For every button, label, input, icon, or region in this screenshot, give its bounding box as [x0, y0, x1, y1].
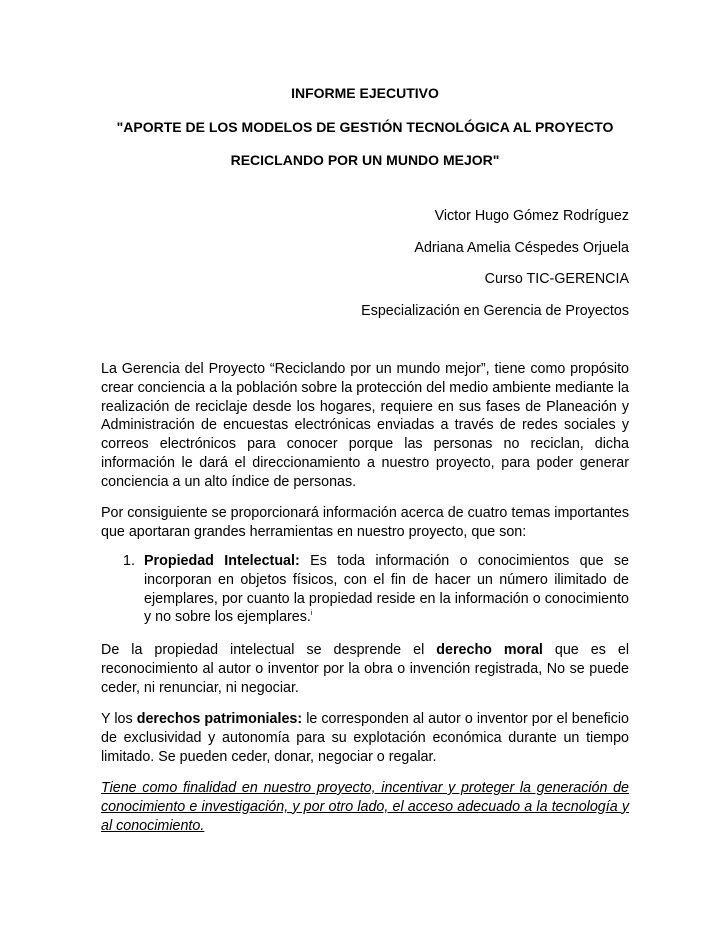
patrimonial-before-text: Y los: [101, 711, 137, 727]
moral-after-text: que es el reconocimiento al autor o inventor por la obra o invención registrada, No se puede ceder, ni renunciar, ni negociar.: [101, 642, 630, 696]
patrimonial-term: derechos patrimoniales:: [136, 711, 303, 727]
patrimonial-rights-paragraph: [101, 710, 629, 766]
purpose-paragraph: [101, 779, 629, 835]
list-item-text: Es toda información o conocimientos que se incorporan en objetos físicos, con el fin de hacer un número ilimitado de ejemplares, por cuanto la propiedad reside en la información o conocimiento y no sobre los ejemplares.: [144, 553, 629, 626]
moral-right-paragraph: [101, 641, 629, 697]
author-1: Victor Hugo Gómez Rodríguez: [434, 208, 629, 224]
list-item-propiedad-intelectual: [123, 552, 629, 627]
course-name: Curso TIC-GERENCIA: [484, 271, 629, 287]
program-name: Especialización en Gerencia de Proyectos: [361, 303, 629, 319]
report-title-line1: "APORTE DE LOS MODELOS DE GESTIÓN TECNOLÓGICA AL PROYECTO: [116, 119, 614, 135]
moral-before-text: De la propiedad intelectual se desprende el: [101, 642, 437, 658]
author-2: Adriana Amelia Céspedes Orjuela: [414, 240, 629, 256]
topics-intro-paragraph: Por consiguiente se proporcionará información acerca de cuatro temas importantes que aportaran grandes herramientas en nuestro proyecto, que son:: [101, 505, 629, 540]
moral-term: derecho moral: [436, 642, 543, 658]
intro-paragraph: La Gerencia del Proyecto “Reciclando por un mundo mejor”, tiene como propósito crear conciencia a la población sobre la protección del medio ambiente mediante la realización de reciclaje desde los hogares, requiere en sus fases de Planeación y Administración de encuestas electrónicas enviadas a través de redes sociales y correos electrónicos para conocer porque las personas no reciclan, dicha información le dará el direccionamiento a nuestro proyecto, para poder generar conciencia a un alto índice de personas.: [101, 361, 629, 490]
purpose-text: Tiene como finalidad en nuestro proyecto, incentivar y proteger la generación de conocimiento e investigación, y por otro lado, el acceso adecuado a la tecnología y al conocimiento.: [101, 780, 629, 834]
report-title-line2: RECICLANDO POR UN MUNDO MEJOR": [230, 152, 500, 168]
patrimonial-after-text: le corresponden al autor o inventor por el beneficio de exclusividad y autonomía para su explotación económica durante un tiempo limitado. Se pueden ceder, donar, negociar o regalar.: [101, 711, 629, 765]
list-item-number: 1.: [123, 553, 135, 569]
report-type-heading: INFORME EJECUTIVO: [291, 85, 439, 101]
list-item-term: Propiedad Intelectual:: [144, 553, 300, 569]
footnote-marker[interactable]: i: [310, 610, 313, 618]
